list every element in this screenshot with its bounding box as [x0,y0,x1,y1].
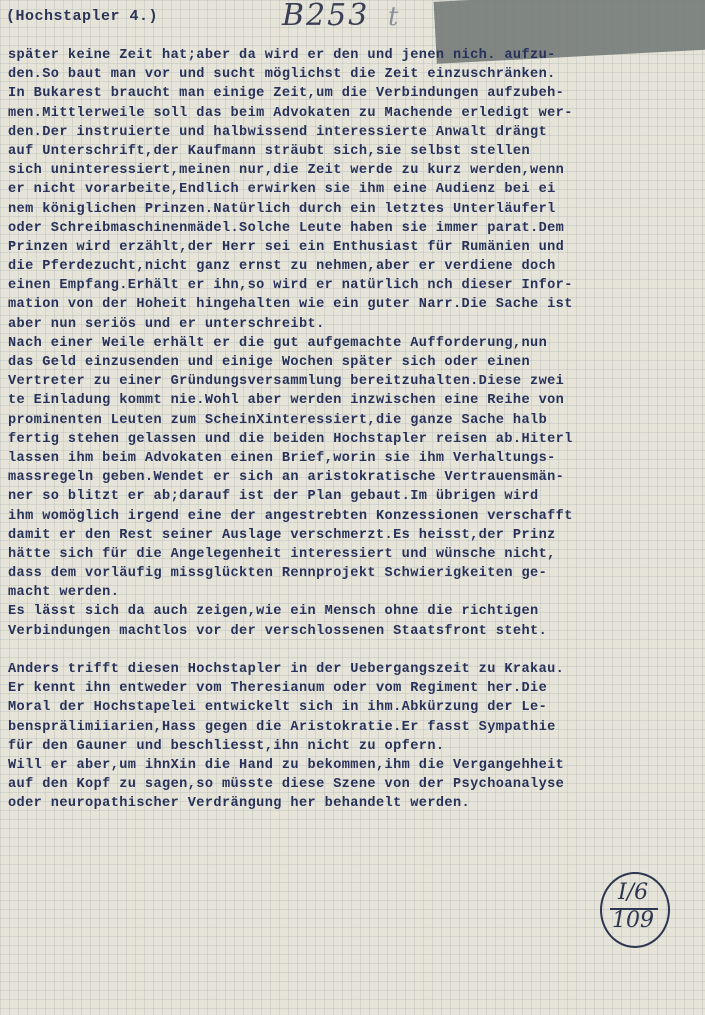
typed-text-body [8,48,703,816]
folio-stamp-bottom: 109 [612,908,654,933]
text-line: Es lässt sich da auch zeigen,wie ein Mensch ohne die richtigen [8,604,539,620]
text-line: er nicht vorarbeite,Endlich erwirken sie ihm eine Audienz bei ei [8,182,556,198]
text-line: Anders trifft diesen Hochstapler in der Uebergangszeit zu Krakau. [8,662,565,677]
text-line: men.Mittlerweile soll das beim Advokaten zu Machende erledigt wer- [8,105,573,121]
section-heading: (Hochstapler 4.) [6,8,159,25]
text-line: aber nun seriös und er unterschreibt. [8,316,325,332]
text-line: dass dem vorläufig missglückten Rennprojekt Schwierigkeiten ge- [8,566,548,582]
text-line: später keine Zeit hat;aber da wird er den und jenen nich. aufzu- [8,48,556,63]
text-line: den.Der instruierte und halbwissend interessierte Anwalt drängt [8,124,548,140]
text-line: das Geld einzusenden und einige Wochen später sich oder einen [8,355,531,370]
text-line: für den Gauner und beschliesst,ihn nicht zu opfern. [8,738,445,754]
archive-mark-ext: t [388,2,399,32]
text-line: bensprälimiiarien,Hass gegen die Aristokratie.Er fasst Sympathie [8,719,556,735]
text-line: massregeln geben.Wendet er sich an aristokratische Vertrauensmän- [8,470,565,486]
text-line: Will er aber,um ihnXin die Hand zu bekommen,ihm die Vergangehheit [8,757,565,773]
text-line: lassen ihm beim Advokaten einen Brief,worin sie ihm Verhaltungs- [8,450,556,466]
text-line: Prinzen wird erzählt,der Herr sei ein Enthusiast für Rumänien und [8,239,565,255]
text-line: macht werden. [8,585,120,601]
text-line: Verbindungen machtlos vor der verschlossenen Staatsfront steht. [8,623,548,639]
archive-mark: B253 [282,0,370,33]
text-line: Moral der Hochstapelei entwickelt sich in ihm.Abkürzung der Le- [8,700,548,716]
text-line: Vertreter zu einer Gründungsversammlung bereitzuhalten.Diese zwei [8,374,565,390]
text-line: In Bukarest braucht man einige Zeit,um die Verbindungen aufzubeh- [8,86,565,102]
text-line [8,643,703,662]
text-line: sich uninteressiert,meinen nur,die Zeit werde zu kurz werden,wenn [8,163,565,179]
text-line: die Pferdezucht,nicht ganz ernst zu nehmen,aber er verdiene doch [8,259,556,275]
text-line: Nach einer Weile erhält er die gut aufgemachte Aufforderung,nun [8,335,548,351]
text-line: den.So baut man vor und sucht möglichst die Zeit einzuschränken. [8,67,556,83]
text-line: ihm womöglich irgend eine der angestrebten Konzessionen verschafft [8,508,573,524]
folio-stamp-top: I/6 [618,880,649,905]
text-line: damit er den Rest seiner Auslage verschmerzt.Es heisst,der Prinz [8,527,556,543]
text-line: oder Schreibmaschinenmädel.Solche Leute haben sie immer parat.Dem [8,220,565,236]
text-line: auf den Kopf zu sagen,so müsste diese Szene von der Psychoanalyse [8,777,565,793]
text-line: mation von der Hoheit hingehalten wie ein guter Narr.Die Sache ist [8,297,573,313]
text-line: oder neuropathischer Verdrängung her behandelt werden. [8,796,471,812]
text-line: ner so blitzt er ab;darauf ist der Plan gebaut.Im übrigen wird [8,489,539,505]
text-line: fertig stehen gelassen und die beiden Hochstapler reisen ab.Hiterl [8,431,573,447]
text-line: nem königlichen Prinzen.Natürlich durch ein letztes Unterläuferl [8,201,556,217]
text-line: einen Empfang.Erhält er ihn,so wird er natürlich nch dieser Infor- [8,278,573,294]
text-line: Er kennt ihn entweder vom Theresianum oder vom Regiment her.Die [8,681,548,697]
text-line: hätte sich für die Angelegenheit interessiert und wünsche nicht, [8,546,556,562]
text-line: prominenten Leuten zum ScheinXinteressiert,die ganze Sache halb [8,412,548,428]
text-line: te Einladung kommt nie.Wohl aber werden inzwischen eine Reihe von [8,393,565,409]
text-line: auf Unterschrift,der Kaufmann sträubt sich,sie selbst stellen [8,143,531,159]
